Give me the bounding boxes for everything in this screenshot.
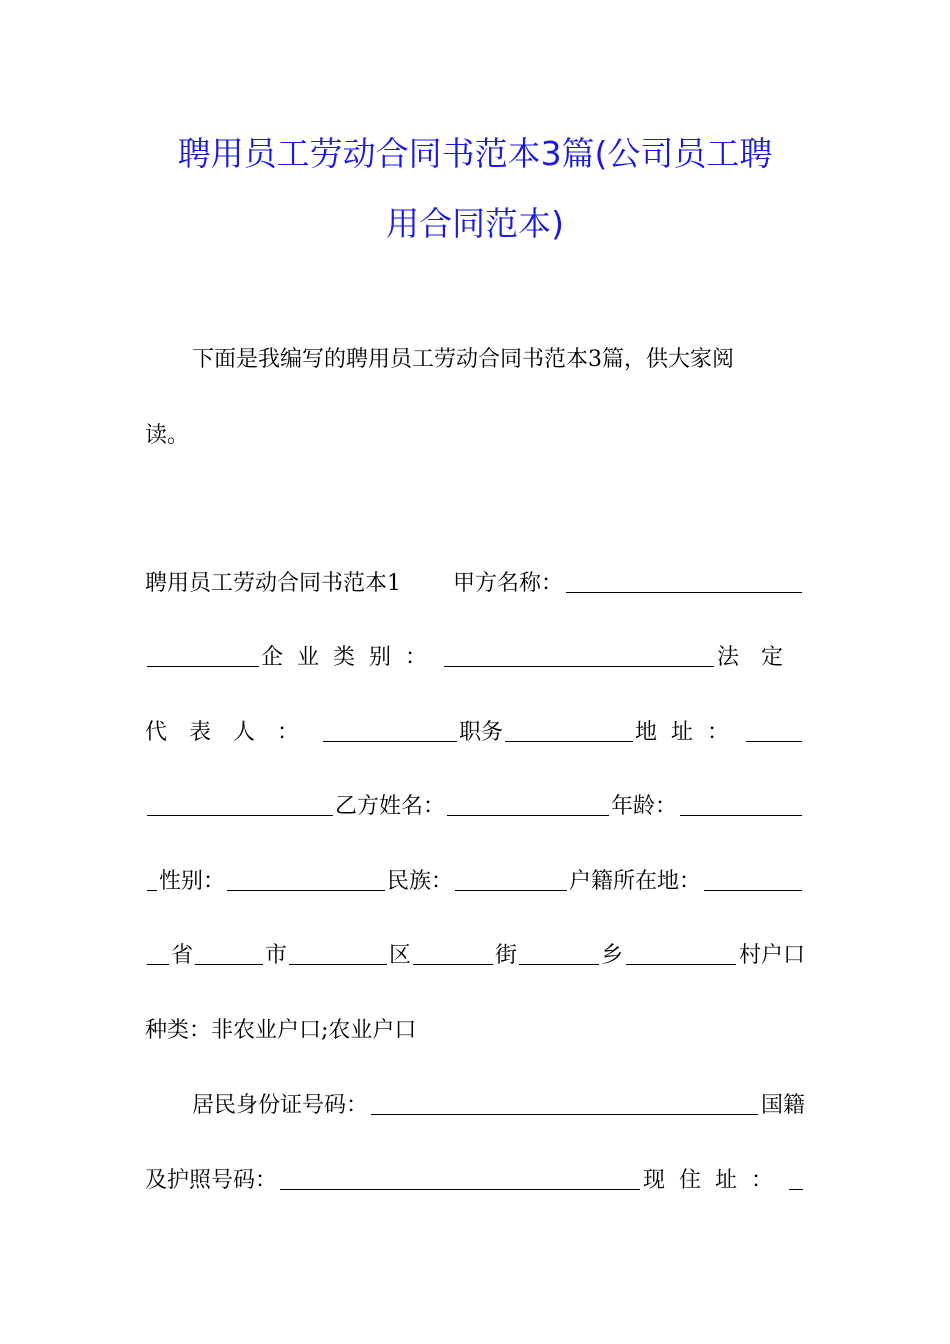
hukou-location-label: 户籍所在地： (569, 869, 702, 894)
party-b-name-blank (447, 815, 609, 816)
gender-label: 性别： (159, 869, 226, 894)
intro-line-2 (145, 425, 805, 447)
passport-label: 及护照号码： (145, 1168, 278, 1193)
legal-label: 法定 (716, 645, 805, 670)
form-line-6 (145, 945, 805, 967)
current-address-blank (789, 1189, 803, 1190)
passport-blank (280, 1189, 640, 1190)
contract-heading: 聘用员工劳动合同书范本1 (145, 571, 401, 596)
document-title-line-1: 聘用员工劳动合同书范本3篇(公司员工聘 (177, 134, 773, 173)
intro-text-2: 读。 (145, 423, 190, 448)
form-line-5 (145, 871, 805, 893)
age-blank (680, 815, 802, 816)
ethnicity-label: 民族： (387, 869, 454, 894)
township-label: 乡 (601, 943, 624, 968)
township-blank (626, 964, 736, 965)
hukou-location-blank-cont (147, 964, 169, 965)
age-label: 年龄： (611, 794, 678, 819)
form-line-7 (145, 1020, 805, 1042)
street-label: 街 (495, 943, 518, 968)
city-label: 市 (265, 943, 288, 968)
position-blank (505, 741, 633, 742)
enterprise-type-blank (444, 666, 714, 667)
id-number-blank (371, 1114, 758, 1115)
address-blank-cont (147, 815, 333, 816)
street-blank (519, 964, 599, 965)
party-a-name-blank (566, 592, 802, 593)
gender-blank (227, 890, 385, 891)
province-label: 省 (171, 943, 194, 968)
intro-text-1: 下面是我编写的聘用员工劳动合同书范本3篇，供大家阅 (192, 347, 734, 372)
current-address-label: 现住址： (642, 1168, 787, 1193)
district-label: 区 (389, 943, 412, 968)
city-blank (289, 964, 387, 965)
age-blank-cont (147, 890, 157, 891)
district-blank (413, 964, 493, 965)
nationality-label: 国籍 (760, 1093, 805, 1118)
village-hukou-label: 村户口 (738, 943, 805, 968)
representative-blank (323, 741, 457, 742)
party-a-name-blank-cont (147, 666, 259, 667)
address-blank (746, 741, 802, 742)
party-a-name-label: 甲方名称： (453, 571, 564, 596)
form-line-1 (145, 573, 805, 595)
address-label: 地址： (635, 720, 744, 745)
enterprise-type-label: 企业类别： (261, 645, 442, 670)
position-label: 职务 (459, 720, 504, 745)
id-number-label: 居民身份证号码： (192, 1093, 369, 1118)
form-line-3 (145, 722, 805, 744)
form-line-2 (145, 647, 805, 669)
ethnicity-blank (455, 890, 567, 891)
province-blank (195, 964, 263, 965)
form-line-4 (145, 796, 805, 818)
document-title-line-2: 用合同范本) (386, 204, 564, 243)
hukou-type-text: 种类：非农业户口;农业户口 (145, 1018, 417, 1043)
representative-label: 代表人： (145, 720, 322, 745)
form-line-8 (192, 1095, 805, 1117)
hukou-location-blank (704, 890, 802, 891)
party-b-name-label: 乙方姓名： (335, 794, 446, 819)
intro-line-1 (192, 349, 805, 371)
form-line-9 (145, 1170, 805, 1192)
